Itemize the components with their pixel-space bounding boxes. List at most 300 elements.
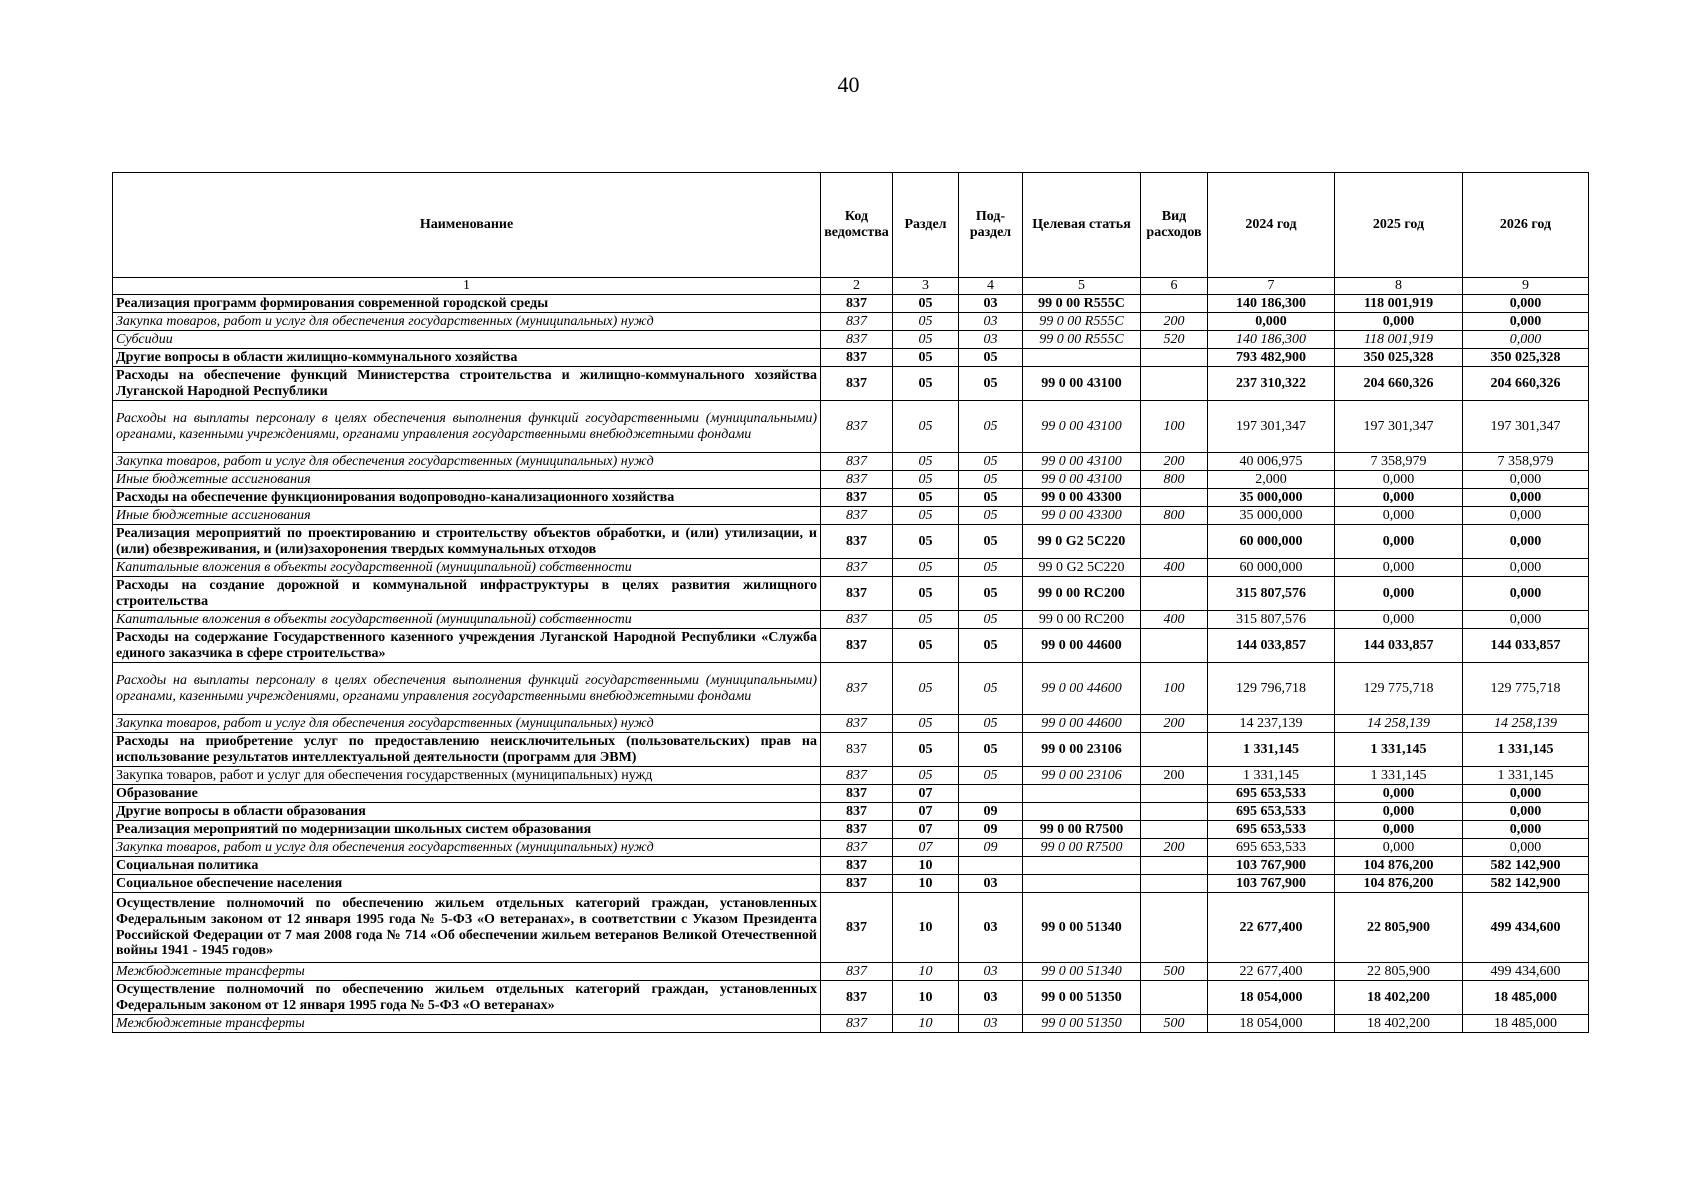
department-code: 837 [821, 981, 893, 1015]
value-2025: 0,000 [1335, 507, 1463, 525]
section: 05 [893, 715, 959, 733]
value-2024: 35 000,000 [1208, 507, 1335, 525]
value-2024: 140 186,300 [1208, 295, 1335, 313]
row-name: Закупка товаров, работ и услуг для обеспечения государственных (муниципальных) нужд [113, 767, 821, 785]
column-number: 5 [1023, 278, 1141, 295]
row-name: Закупка товаров, работ и услуг для обеспечения государственных (муниципальных) нужд [113, 453, 821, 471]
expense-type [1141, 803, 1208, 821]
table-row [113, 331, 1589, 349]
value-2025: 0,000 [1335, 577, 1463, 611]
table-row [113, 629, 1589, 663]
value-2026: 0,000 [1463, 559, 1589, 577]
value-2025: 118 001,919 [1335, 331, 1463, 349]
row-name: Субсидии [113, 331, 821, 349]
expense-type [1141, 785, 1208, 803]
expense-type [1141, 893, 1208, 963]
subsection: 05 [959, 525, 1023, 559]
expense-type [1141, 733, 1208, 767]
value-2025: 204 660,326 [1335, 367, 1463, 401]
expense-type: 500 [1141, 1015, 1208, 1033]
value-2025: 0,000 [1335, 611, 1463, 629]
department-code: 837 [821, 821, 893, 839]
table-row [113, 785, 1589, 803]
value-2024: 40 006,975 [1208, 453, 1335, 471]
section: 05 [893, 313, 959, 331]
expense-type: 200 [1141, 453, 1208, 471]
section: 05 [893, 471, 959, 489]
value-2026: 7 358,979 [1463, 453, 1589, 471]
department-code: 837 [821, 629, 893, 663]
row-name: Закупка товаров, работ и услуг для обеспечения государственных (муниципальных) нужд [113, 839, 821, 857]
department-code: 837 [821, 839, 893, 857]
section: 05 [893, 295, 959, 313]
subsection: 03 [959, 295, 1023, 313]
section: 10 [893, 857, 959, 875]
department-code: 837 [821, 471, 893, 489]
section: 05 [893, 349, 959, 367]
row-name: Реализация программ формирования современной городской среды [113, 295, 821, 313]
row-name: Закупка товаров, работ и услуг для обеспечения государственных (муниципальных) нужд [113, 313, 821, 331]
target-item: 99 0 00 43100 [1023, 453, 1141, 471]
column-number: 4 [959, 278, 1023, 295]
target-item [1023, 803, 1141, 821]
subsection: 05 [959, 733, 1023, 767]
value-2025: 0,000 [1335, 559, 1463, 577]
target-item [1023, 875, 1141, 893]
value-2026: 582 142,900 [1463, 875, 1589, 893]
department-code: 837 [821, 559, 893, 577]
value-2025: 0,000 [1335, 803, 1463, 821]
subsection: 05 [959, 629, 1023, 663]
row-name: Образование [113, 785, 821, 803]
value-2025: 104 876,200 [1335, 857, 1463, 875]
table-row [113, 1015, 1589, 1033]
value-2026: 0,000 [1463, 471, 1589, 489]
expense-type: 200 [1141, 313, 1208, 331]
value-2025: 0,000 [1335, 821, 1463, 839]
row-name: Осуществление полномочий по обеспечению жильем отдельных категорий граждан, установленных Федеральным законом от 12 января 1995 года № 5-ФЗ «О ветеранах» [113, 981, 821, 1015]
row-name: Расходы на обеспечение функционирования водопроводно-канализационного хозяйства [113, 489, 821, 507]
expense-type [1141, 821, 1208, 839]
subsection: 05 [959, 489, 1023, 507]
expense-type [1141, 875, 1208, 893]
value-2024: 1 331,145 [1208, 767, 1335, 785]
subsection: 09 [959, 821, 1023, 839]
value-2025: 1 331,145 [1335, 733, 1463, 767]
table-row [113, 507, 1589, 525]
department-code: 837 [821, 767, 893, 785]
table-row [113, 453, 1589, 471]
department-code: 837 [821, 875, 893, 893]
column-number: 1 [113, 278, 821, 295]
table-row [113, 611, 1589, 629]
department-code: 837 [821, 715, 893, 733]
row-name: Социальная политика [113, 857, 821, 875]
table-row [113, 981, 1589, 1015]
section: 05 [893, 331, 959, 349]
value-2024: 18 054,000 [1208, 1015, 1335, 1033]
subsection: 03 [959, 981, 1023, 1015]
section: 05 [893, 767, 959, 785]
header-year-2025: 2025 год [1335, 173, 1463, 278]
value-2026: 14 258,139 [1463, 715, 1589, 733]
value-2026: 0,000 [1463, 611, 1589, 629]
value-2025: 18 402,200 [1335, 1015, 1463, 1033]
subsection: 05 [959, 401, 1023, 453]
subsection: 03 [959, 963, 1023, 981]
expense-type: 400 [1141, 559, 1208, 577]
row-name: Расходы на выплаты персоналу в целях обеспечения выполнения функций государственными (муниципальными) органами, казенными учреждениями, органами управления государственными внебюджетными фондами [113, 663, 821, 715]
table-row [113, 349, 1589, 367]
value-2026: 499 434,600 [1463, 963, 1589, 981]
target-item: 99 0 00 43100 [1023, 367, 1141, 401]
target-item: 99 0 00 43300 [1023, 489, 1141, 507]
section: 05 [893, 577, 959, 611]
value-2026: 0,000 [1463, 295, 1589, 313]
row-name: Реализация мероприятий по модернизации школьных систем образования [113, 821, 821, 839]
value-2026: 499 434,600 [1463, 893, 1589, 963]
subsection: 09 [959, 839, 1023, 857]
header-year-2024: 2024 год [1208, 173, 1335, 278]
department-code: 837 [821, 963, 893, 981]
value-2026: 0,000 [1463, 803, 1589, 821]
department-code: 837 [821, 331, 893, 349]
value-2024: 695 653,533 [1208, 821, 1335, 839]
value-2025: 350 025,328 [1335, 349, 1463, 367]
header-section: Раздел [893, 173, 959, 278]
value-2026: 204 660,326 [1463, 367, 1589, 401]
value-2026: 144 033,857 [1463, 629, 1589, 663]
value-2026: 1 331,145 [1463, 767, 1589, 785]
section: 10 [893, 875, 959, 893]
expense-type [1141, 349, 1208, 367]
table-row [113, 821, 1589, 839]
value-2025: 144 033,857 [1335, 629, 1463, 663]
target-item: 99 0 G2 5C220 [1023, 525, 1141, 559]
target-item [1023, 785, 1141, 803]
column-number: 3 [893, 278, 959, 295]
section: 10 [893, 893, 959, 963]
target-item: 99 0 00 R555C [1023, 313, 1141, 331]
expense-type: 200 [1141, 715, 1208, 733]
table-row [113, 577, 1589, 611]
row-name: Осуществление полномочий по обеспечению жильем отдельных категорий граждан, установленных Федеральным законом от 12 января 1995 года № 5-ФЗ «О ветеранах», в соответствии с Указом Президента Российской Федерации от 7 мая 2008 года № 714 «Об обеспечении жильем ветеранов Великой Отечественной войны 1941 - 1945 годов» [113, 893, 821, 963]
subsection [959, 785, 1023, 803]
department-code: 837 [821, 577, 893, 611]
value-2025: 0,000 [1335, 785, 1463, 803]
section: 05 [893, 489, 959, 507]
value-2024: 60 000,000 [1208, 559, 1335, 577]
row-name: Межбюджетные трансферты [113, 963, 821, 981]
table-row [113, 875, 1589, 893]
target-item: 99 0 00 RC200 [1023, 577, 1141, 611]
value-2025: 0,000 [1335, 525, 1463, 559]
header-department-code: Код ведомства [821, 173, 893, 278]
value-2024: 60 000,000 [1208, 525, 1335, 559]
expense-type: 200 [1141, 767, 1208, 785]
table-row [113, 839, 1589, 857]
expense-type [1141, 577, 1208, 611]
subsection: 05 [959, 349, 1023, 367]
value-2026: 0,000 [1463, 785, 1589, 803]
header-row [113, 173, 1589, 278]
value-2024: 793 482,900 [1208, 349, 1335, 367]
row-name: Капитальные вложения в объекты государственной (муниципальной) собственности [113, 611, 821, 629]
department-code: 837 [821, 401, 893, 453]
row-name: Иные бюджетные ассигнования [113, 507, 821, 525]
column-number: 7 [1208, 278, 1335, 295]
target-item: 99 0 00 44600 [1023, 663, 1141, 715]
section: 05 [893, 367, 959, 401]
subsection: 05 [959, 767, 1023, 785]
department-code: 837 [821, 803, 893, 821]
value-2026: 0,000 [1463, 577, 1589, 611]
row-name: Закупка товаров, работ и услуг для обеспечения государственных (муниципальных) нужд [113, 715, 821, 733]
row-name: Реализация мероприятий по проектированию и строительству объектов обработки, и (или) утилизации, и (или) обезвреживания, и (или)захоронения твердых коммунальных отходов [113, 525, 821, 559]
section: 05 [893, 629, 959, 663]
target-item: 99 0 00 44600 [1023, 715, 1141, 733]
value-2025: 7 358,979 [1335, 453, 1463, 471]
expense-type [1141, 295, 1208, 313]
section: 05 [893, 453, 959, 471]
column-numbers-row [113, 278, 1589, 295]
department-code: 837 [821, 367, 893, 401]
subsection: 09 [959, 803, 1023, 821]
value-2026: 0,000 [1463, 839, 1589, 857]
expense-type: 100 [1141, 401, 1208, 453]
column-number: 2 [821, 278, 893, 295]
table-row [113, 313, 1589, 331]
department-code: 837 [821, 857, 893, 875]
department-code: 837 [821, 453, 893, 471]
subsection: 05 [959, 559, 1023, 577]
target-item: 99 0 00 23106 [1023, 767, 1141, 785]
target-item: 99 0 00 RC200 [1023, 611, 1141, 629]
department-code: 837 [821, 525, 893, 559]
target-item: 99 0 00 R555C [1023, 295, 1141, 313]
subsection: 05 [959, 471, 1023, 489]
header-year-2026: 2026 год [1463, 173, 1589, 278]
expense-type [1141, 629, 1208, 663]
row-name: Капитальные вложения в объекты государственной (муниципальной) собственности [113, 559, 821, 577]
budget-table-body [113, 295, 1589, 1033]
subsection: 03 [959, 875, 1023, 893]
value-2025: 22 805,900 [1335, 893, 1463, 963]
value-2024: 1 331,145 [1208, 733, 1335, 767]
section: 07 [893, 803, 959, 821]
target-item: 99 0 00 43300 [1023, 507, 1141, 525]
section: 10 [893, 1015, 959, 1033]
column-number: 8 [1335, 278, 1463, 295]
value-2025: 197 301,347 [1335, 401, 1463, 453]
target-item: 99 0 00 51340 [1023, 893, 1141, 963]
department-code: 837 [821, 313, 893, 331]
table-row [113, 893, 1589, 963]
value-2024: 695 653,533 [1208, 785, 1335, 803]
section: 05 [893, 733, 959, 767]
table-row [113, 401, 1589, 453]
section: 05 [893, 663, 959, 715]
department-code: 837 [821, 295, 893, 313]
table-row [113, 367, 1589, 401]
row-name: Другие вопросы в области образования [113, 803, 821, 821]
value-2025: 0,000 [1335, 313, 1463, 331]
column-number: 9 [1463, 278, 1589, 295]
expense-type: 800 [1141, 507, 1208, 525]
value-2024: 237 310,322 [1208, 367, 1335, 401]
target-item: 99 0 00 R555C [1023, 331, 1141, 349]
department-code: 837 [821, 733, 893, 767]
value-2025: 118 001,919 [1335, 295, 1463, 313]
target-item: 99 0 00 51340 [1023, 963, 1141, 981]
value-2026: 18 485,000 [1463, 981, 1589, 1015]
table-row [113, 663, 1589, 715]
value-2026: 0,000 [1463, 507, 1589, 525]
department-code: 837 [821, 893, 893, 963]
value-2025: 22 805,900 [1335, 963, 1463, 981]
value-2025: 104 876,200 [1335, 875, 1463, 893]
expense-type [1141, 857, 1208, 875]
value-2024: 2,000 [1208, 471, 1335, 489]
value-2025: 18 402,200 [1335, 981, 1463, 1015]
value-2026: 0,000 [1463, 525, 1589, 559]
value-2024: 18 054,000 [1208, 981, 1335, 1015]
table-row [113, 963, 1589, 981]
target-item: 99 0 00 51350 [1023, 1015, 1141, 1033]
subsection: 05 [959, 453, 1023, 471]
value-2024: 197 301,347 [1208, 401, 1335, 453]
value-2026: 350 025,328 [1463, 349, 1589, 367]
value-2024: 14 237,139 [1208, 715, 1335, 733]
table-row [113, 803, 1589, 821]
department-code: 837 [821, 1015, 893, 1033]
value-2024: 315 807,576 [1208, 611, 1335, 629]
subsection: 05 [959, 577, 1023, 611]
value-2026: 1 331,145 [1463, 733, 1589, 767]
expense-type: 200 [1141, 839, 1208, 857]
value-2024: 22 677,400 [1208, 893, 1335, 963]
value-2025: 0,000 [1335, 471, 1463, 489]
section: 07 [893, 785, 959, 803]
section: 05 [893, 525, 959, 559]
table-row [113, 471, 1589, 489]
expense-type: 500 [1141, 963, 1208, 981]
budget-table [112, 172, 1589, 1033]
subsection: 05 [959, 611, 1023, 629]
target-item: 99 0 00 R7500 [1023, 839, 1141, 857]
section: 05 [893, 401, 959, 453]
row-name: Другие вопросы в области жилищно-коммунального хозяйства [113, 349, 821, 367]
department-code: 837 [821, 349, 893, 367]
department-code: 837 [821, 785, 893, 803]
section: 10 [893, 963, 959, 981]
subsection: 03 [959, 313, 1023, 331]
table-row [113, 733, 1589, 767]
expense-type [1141, 489, 1208, 507]
target-item: 99 0 00 23106 [1023, 733, 1141, 767]
section: 05 [893, 507, 959, 525]
section: 05 [893, 611, 959, 629]
table-row [113, 767, 1589, 785]
column-number: 6 [1141, 278, 1208, 295]
table-row [113, 857, 1589, 875]
row-name: Расходы на выплаты персоналу в целях обеспечения выполнения функций государственными (муниципальными) органами, казенными учреждениями, органами управления государственными внебюджетными фондами [113, 401, 821, 453]
value-2026: 582 142,900 [1463, 857, 1589, 875]
value-2024: 103 767,900 [1208, 857, 1335, 875]
department-code: 837 [821, 611, 893, 629]
target-item: 99 0 00 43100 [1023, 401, 1141, 453]
expense-type [1141, 525, 1208, 559]
value-2024: 695 653,533 [1208, 803, 1335, 821]
section: 05 [893, 559, 959, 577]
value-2025: 14 258,139 [1335, 715, 1463, 733]
target-item [1023, 349, 1141, 367]
row-name: Межбюджетные трансферты [113, 1015, 821, 1033]
expense-type: 520 [1141, 331, 1208, 349]
target-item: 99 0 00 43100 [1023, 471, 1141, 489]
section: 07 [893, 839, 959, 857]
table-row [113, 525, 1589, 559]
target-item: 99 0 00 51350 [1023, 981, 1141, 1015]
row-name: Расходы на обеспечение функций Министерства строительства и жилищно-коммунального хозяйства Луганской Народной Республики [113, 367, 821, 401]
value-2024: 35 000,000 [1208, 489, 1335, 507]
expense-type [1141, 981, 1208, 1015]
subsection [959, 857, 1023, 875]
row-name: Социальное обеспечение населения [113, 875, 821, 893]
header-name: Наименование [113, 173, 821, 278]
value-2025: 0,000 [1335, 839, 1463, 857]
target-item: 99 0 G2 5C220 [1023, 559, 1141, 577]
expense-type: 400 [1141, 611, 1208, 629]
value-2026: 197 301,347 [1463, 401, 1589, 453]
value-2024: 103 767,900 [1208, 875, 1335, 893]
subsection: 03 [959, 331, 1023, 349]
value-2024: 695 653,533 [1208, 839, 1335, 857]
value-2024: 144 033,857 [1208, 629, 1335, 663]
expense-type: 800 [1141, 471, 1208, 489]
subsection: 05 [959, 715, 1023, 733]
subsection: 03 [959, 1015, 1023, 1033]
value-2026: 0,000 [1463, 821, 1589, 839]
header-subsection: Под-раздел [959, 173, 1023, 278]
target-item [1023, 857, 1141, 875]
table-row [113, 715, 1589, 733]
row-name: Расходы на приобретение услуг по предоставлению неисключительных (пользовательских) прав на использование результатов интеллектуальной деятельности (программ для ЭВМ) [113, 733, 821, 767]
value-2025: 1 331,145 [1335, 767, 1463, 785]
value-2025: 129 775,718 [1335, 663, 1463, 715]
table-row [113, 295, 1589, 313]
value-2024: 140 186,300 [1208, 331, 1335, 349]
subsection: 05 [959, 367, 1023, 401]
department-code: 837 [821, 489, 893, 507]
subsection: 05 [959, 663, 1023, 715]
department-code: 837 [821, 507, 893, 525]
target-item: 99 0 00 R7500 [1023, 821, 1141, 839]
subsection: 05 [959, 507, 1023, 525]
section: 07 [893, 821, 959, 839]
expense-type [1141, 367, 1208, 401]
department-code: 837 [821, 663, 893, 715]
target-item: 99 0 00 44600 [1023, 629, 1141, 663]
value-2026: 0,000 [1463, 313, 1589, 331]
header-target-item: Целевая статья [1023, 173, 1141, 278]
table-row [113, 489, 1589, 507]
subsection: 03 [959, 893, 1023, 963]
section: 10 [893, 981, 959, 1015]
value-2024: 315 807,576 [1208, 577, 1335, 611]
value-2025: 0,000 [1335, 489, 1463, 507]
value-2024: 22 677,400 [1208, 963, 1335, 981]
